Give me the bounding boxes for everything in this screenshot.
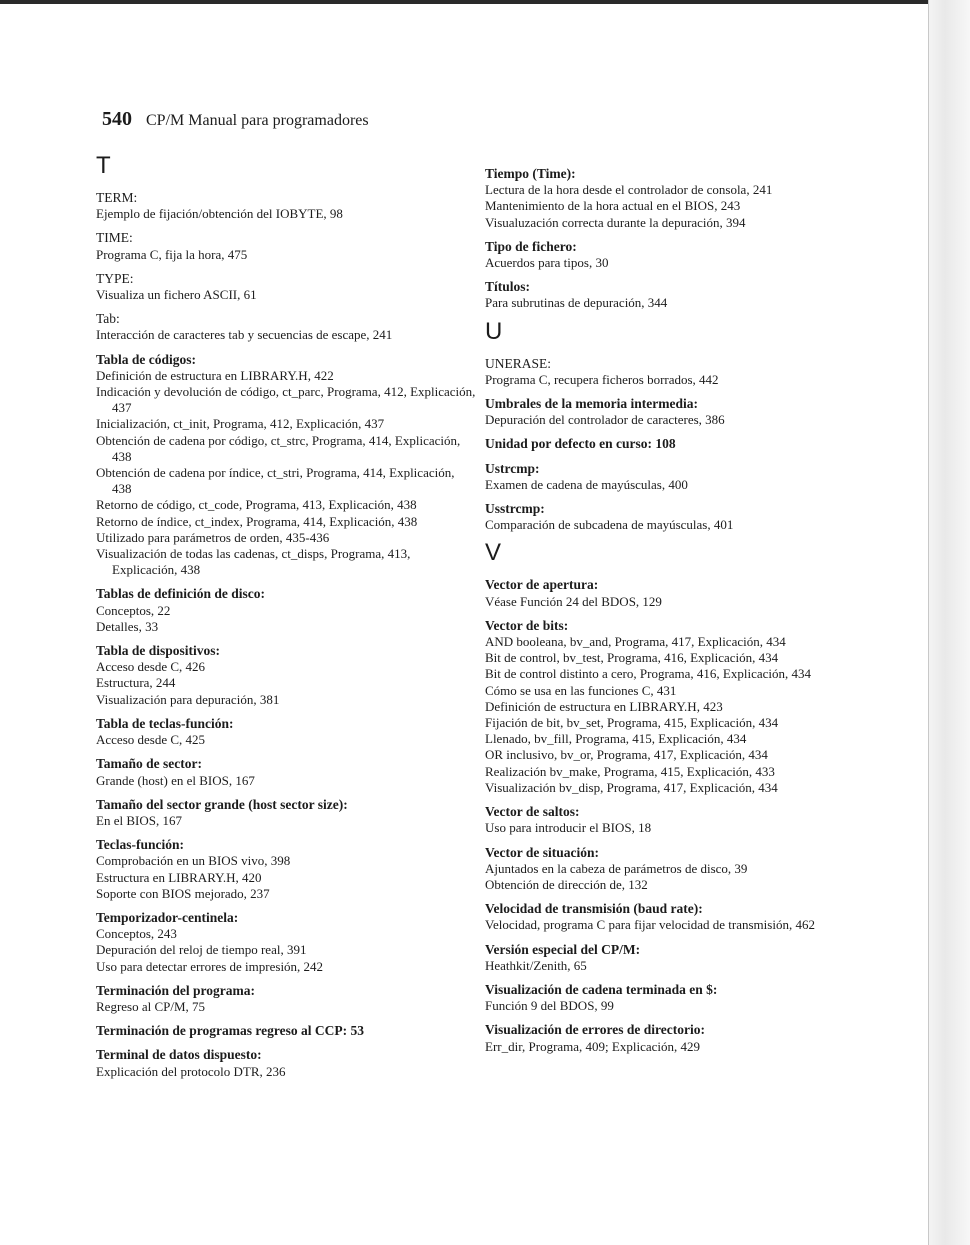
index-column-right: [485, 166, 865, 1063]
index-entry: [96, 983, 476, 1015]
index-entry: [485, 501, 865, 533]
page-gutter-line: [928, 0, 929, 1245]
index-subentry: OR inclusivo, bv_or, Programa, 417, Explicación, 434: [485, 747, 768, 763]
index-subentry: Examen de cadena de mayúsculas, 400: [485, 476, 688, 492]
index-subentry: Visualización bv_disp, Programa, 417, Explicación, 434: [485, 779, 778, 795]
index-entry: [485, 942, 865, 974]
index-entry: [485, 396, 865, 428]
index-entry: [485, 166, 865, 231]
index-subentry: Programa C, recupera ficheros borrados, 442: [485, 371, 719, 387]
index-heading: Usstrcmp:: [485, 501, 545, 517]
index-entry: [96, 716, 476, 748]
page-header: [102, 108, 369, 131]
index-heading: Visualización de errores de directorio:: [485, 1022, 705, 1038]
index-heading: Velocidad de transmisión (baud rate):: [485, 901, 703, 917]
page-number: 540: [102, 108, 132, 130]
index-subentry: Fijación de bit, bv_set, Programa, 415, Explicación, 434: [485, 715, 779, 731]
index-subentry: Retorno de índice, ct_index, Programa, 414, Explicación, 438: [96, 513, 418, 529]
index-subentry: Realización bv_make, Programa, 415, Explicación, 433: [485, 763, 775, 779]
index-heading: TERM:: [96, 190, 138, 205]
index-subentry: Soporte con BIOS mejorado, 237: [96, 885, 270, 901]
index-heading: UNERASE:: [485, 355, 552, 371]
index-subentry: Bit de control distinto a cero, Programa, 416, Explicación, 434: [485, 666, 812, 682]
index-subentry: Definición de estructura en LIBRARY.H, 422: [96, 367, 334, 383]
index-subentry: Uso para introducir el BIOS, 18: [485, 820, 652, 836]
index-subentry: Regreso al CP/M, 75: [96, 998, 206, 1014]
index-heading: TYPE:: [96, 270, 134, 286]
index-subentry: En el BIOS, 167: [96, 812, 182, 828]
index-subentry: Inicialización, ct_init, Programa, 412, Explicación, 437: [96, 416, 385, 432]
index-subentry: Visualuzación correcta durante la depuración, 394: [485, 214, 746, 230]
page-gutter-shadow: [928, 0, 970, 1245]
index-heading: Terminal de datos dispuesto:: [96, 1047, 262, 1063]
index-entry: [96, 230, 476, 262]
index-heading: Tabla de teclas-función:: [96, 715, 234, 731]
page-top-edge: [0, 0, 970, 4]
index-entry: [96, 352, 476, 579]
index-entry: [96, 1047, 476, 1079]
index-entry: [96, 756, 476, 788]
index-heading: Temporizador-centinela:: [96, 909, 239, 925]
index-subentry: Depuración del controlador de caracteres, 386: [485, 412, 725, 428]
index-subentry: Véase Función 24 del BDOS, 129: [485, 593, 662, 609]
index-subentry: Retorno de código, ct_code, Programa, 413, Explicación, 438: [96, 497, 417, 513]
index-entry: [485, 239, 865, 271]
index-subentry: Acuerdos para tipos, 30: [485, 255, 609, 271]
index-heading: Ustrcmp:: [485, 460, 540, 476]
index-entry: [96, 311, 476, 343]
index-entry: [485, 1022, 865, 1054]
index-heading: Terminación del programa:: [96, 982, 255, 998]
index-subentry: Ejemplo de fijación/obtención del IOBYTE, 98: [96, 206, 343, 222]
index-subentry: Visualización de todas las cadenas, ct_disps, Programa, 413, Explicación, 438: [96, 546, 411, 578]
index-column-left: [96, 152, 476, 1088]
index-subentry: Visualización para depuración, 381: [96, 691, 280, 707]
index-subentry: Err_dir, Programa, 409; Explicación, 429: [485, 1038, 701, 1054]
index-subentry: Explicación del protocolo DTR, 236: [96, 1063, 286, 1079]
index-heading: Tabla de dispositivos:: [96, 643, 221, 659]
index-subentry: Cómo se usa en las funciones C, 431: [485, 682, 677, 698]
index-subentry: Utilizado para parámetros de orden, 435-436: [96, 529, 330, 545]
index-entry: [96, 643, 476, 708]
index-entry: [96, 271, 476, 303]
index-heading: TIME:: [96, 230, 133, 246]
index-subentry: Definición de estructura en LIBRARY.H, 423: [485, 698, 723, 714]
index-heading: Tiempo (Time):: [485, 166, 576, 181]
section-letter: U: [485, 317, 503, 345]
index-heading: Terminación de programas regreso al CCP: 53: [96, 1023, 364, 1039]
index-subentry: Depuración del reloj de tiempo real, 391: [96, 942, 307, 958]
index-subentry: Velocidad, programa C para fijar velocidad de transmisión, 462: [485, 917, 815, 933]
index-entry: [485, 618, 865, 796]
running-title: CP/M Manual para programadores: [146, 112, 369, 129]
index-entry: [96, 797, 476, 829]
index-heading: Versión especial del CP/M:: [485, 941, 641, 957]
index-subentry: Conceptos, 243: [96, 926, 177, 942]
index-heading: Unidad por defecto en curso: 108: [485, 436, 676, 452]
index-entry: [485, 804, 865, 836]
index-subentry: Conceptos, 22: [96, 602, 171, 618]
index-entry: [96, 1023, 476, 1039]
index-heading: Tipo de fichero:: [485, 238, 577, 254]
index-subentry: Heathkit/Zenith, 65: [485, 957, 587, 973]
section-letter: T: [96, 152, 111, 179]
index-subentry: Obtención de cadena por índice, ct_stri, Programa, 414, Explicación, 438: [96, 465, 455, 497]
index-subentry: Ajuntados en la cabeza de parámetros de disco, 39: [485, 860, 748, 876]
index-entry: [96, 190, 476, 222]
index-heading: Títulos:: [485, 279, 531, 295]
index-entry: [485, 982, 865, 1014]
index-heading: Vector de situación:: [485, 844, 599, 860]
index-entry: [485, 577, 865, 609]
index-subentry: AND booleana, bv_and, Programa, 417, Explicación, 434: [485, 634, 786, 650]
index-entry: [485, 901, 865, 933]
index-heading: Tabla de códigos:: [96, 351, 197, 367]
index-heading: Vector de apertura:: [485, 577, 599, 593]
index-entry: [96, 586, 476, 635]
index-subentry: Comparación de subcadena de mayúsculas, 401: [485, 517, 734, 533]
index-heading: Tablas de definición de disco:: [96, 586, 266, 602]
index-subentry: Acceso desde C, 426: [96, 659, 206, 675]
index-subentry: Bit de control, bv_test, Programa, 416, Explicación, 434: [485, 650, 779, 666]
index-heading: Vector de saltos:: [485, 804, 580, 820]
index-subentry: Visualiza un fichero ASCII, 61: [96, 287, 257, 303]
index-subentry: Interacción de caracteres tab y secuencias de escape, 241: [96, 327, 393, 343]
index-entry: [485, 436, 865, 452]
index-heading: Tamaño de sector:: [96, 756, 202, 772]
index-entry: [485, 279, 865, 311]
index-subentry: Uso para detectar errores de impresión, 242: [96, 958, 324, 974]
index-subentry: Mantenimiento de la hora actual en el BIOS, 243: [485, 198, 741, 214]
section-letter: V: [485, 539, 502, 567]
index-subentry: Programa C, fija la hora, 475: [96, 246, 248, 262]
index-entry: [485, 461, 865, 493]
index-heading: Tamaño del sector grande (host sector size):: [96, 796, 348, 812]
index-subentry: Estructura, 244: [96, 675, 176, 691]
index-subentry: Indicación y devolución de código, ct_parc, Programa, 412, Explicación, 437: [96, 384, 476, 416]
index-heading: Teclas-función:: [96, 837, 185, 853]
index-subentry: Obtención de dirección de, 132: [485, 876, 648, 892]
index-subentry: Grande (host) en el BIOS, 167: [96, 772, 255, 788]
index-subentry: Función 9 del BDOS, 99: [485, 998, 614, 1014]
index-entry: [96, 910, 476, 975]
index-heading: Visualización de cadena terminada en $:: [485, 981, 718, 997]
index-heading: Umbrales de la memoria intermedia:: [485, 396, 698, 412]
index-entry: [485, 356, 865, 388]
index-subentry: Detalles, 33: [96, 618, 159, 634]
index-subentry: Estructura en LIBRARY.H, 420: [96, 869, 262, 885]
index-subentry: Obtención de cadena por código, ct_strc, Programa, 414, Explicación, 438: [96, 432, 461, 464]
index-subentry: Para subrutinas de depuración, 344: [485, 295, 668, 311]
index-entry: [96, 837, 476, 902]
index-subentry: Acceso desde C, 425: [96, 732, 206, 748]
index-heading: Tab:: [96, 311, 120, 327]
index-heading: Vector de bits:: [485, 617, 569, 633]
index-subentry: Llenado, bv_fill, Programa, 415, Explicación, 434: [485, 731, 747, 747]
index-entry: [485, 845, 865, 894]
index-subentry: Comprobación en un BIOS vivo, 398: [96, 853, 291, 869]
index-subentry: Lectura de la hora desde el controlador de consola, 241: [485, 182, 773, 198]
